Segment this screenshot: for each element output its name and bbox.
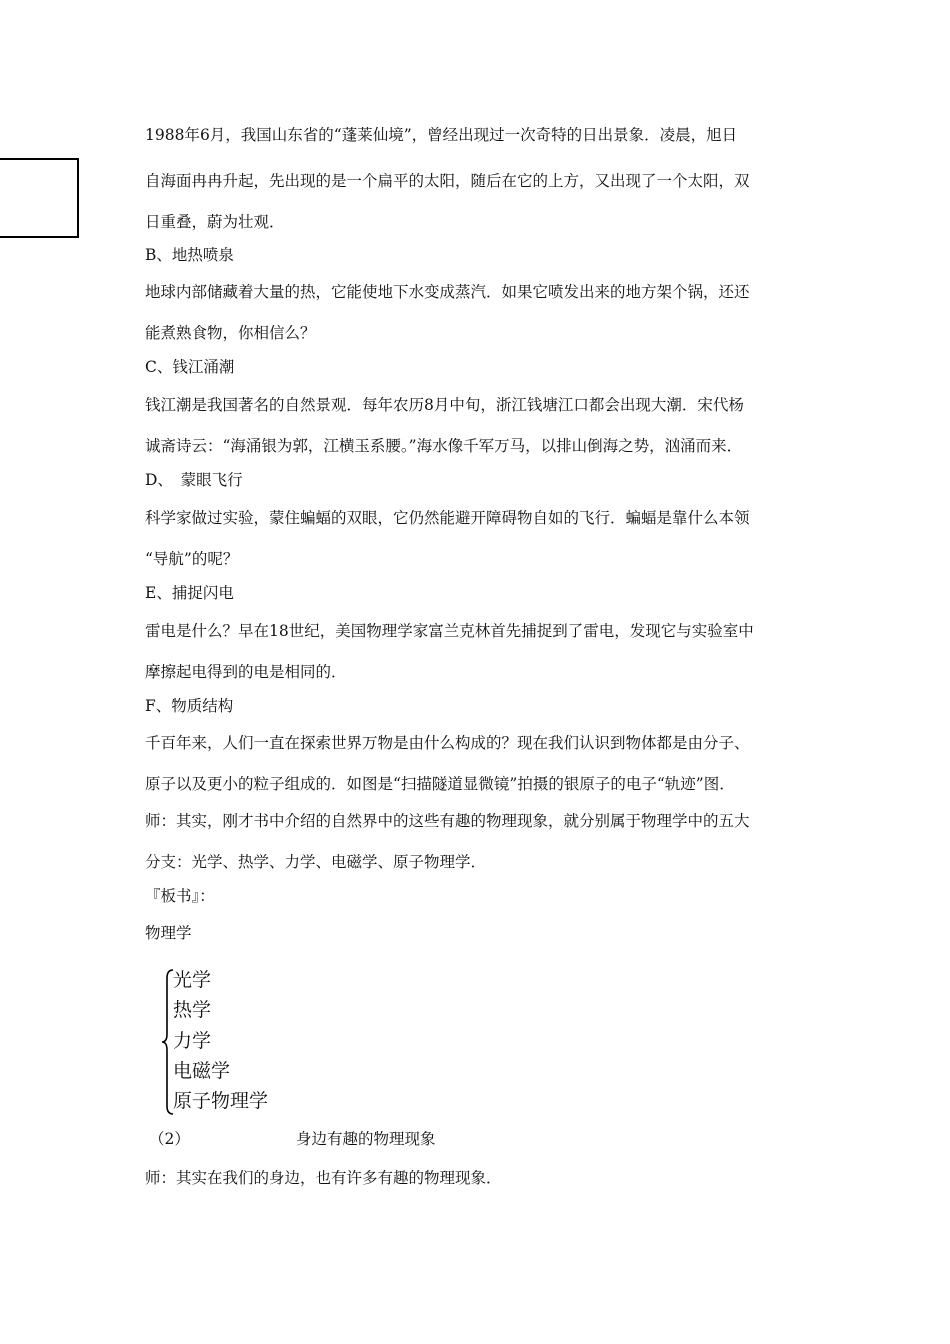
- text-line: 千百年来，人们一直在探索世界万物是由什么构成的？现在我们认识到物体都是由分子、: [145, 734, 750, 752]
- branch-item: 热学: [173, 999, 212, 1021]
- branch-item: 原子物理学: [173, 1090, 269, 1112]
- text-line: 地球内部储藏着大量的热，它能使地下水变成蒸汽．如果它喷发出来的地方架个锅，还还: [145, 283, 750, 301]
- section-heading: C、钱江涌潮: [145, 358, 235, 376]
- text-line: 摩擦起电得到的电是相同的．: [145, 663, 347, 681]
- margin-box: [0, 158, 79, 238]
- board-label: 『板书』：: [145, 887, 215, 905]
- text-line: 诚斋诗云：“海涌银为郭，江横玉系腰。”海水像千军万马，以排山倒海之势，汹涌而来．: [145, 437, 743, 455]
- section-heading: D、 蒙眼飞行: [145, 471, 243, 489]
- section-heading: E、捕捉闪电: [145, 584, 234, 602]
- section-heading: F、物质结构: [145, 697, 234, 715]
- text-line: 科学家做过实验，蒙住蝙蝠的双眼，它仍然能避开障碍物自如的飞行．蝙蝠是靠什么本领: [145, 509, 750, 527]
- text-line: 师：其实，刚才书中介绍的自然界中的这些有趣的物理现象，就分别属于物理学中的五大: [145, 812, 750, 830]
- text-line: 分支：光学、热学、力学、电磁学、原子物理学．: [145, 853, 487, 871]
- section-title: 身边有趣的物理现象: [296, 1130, 436, 1148]
- branch-diagram: [161, 968, 361, 1116]
- text-line: 日重叠，蔚为壮观．: [145, 213, 285, 231]
- text-line: 钱江潮是我国著名的自然景观．每年农历8月中旬，浙江钱塘江口都会出现大潮．宋代杨: [145, 396, 744, 414]
- branch-item: 力学: [173, 1030, 212, 1052]
- branch-item: 电磁学: [173, 1060, 231, 1082]
- text-line: 雷电是什么？早在18世纪，美国物理学家富兰克林首先捕捉到了雷电，发现它与实验室中: [145, 622, 754, 640]
- text-line: 能煮熟食物，你相信么？: [145, 324, 316, 342]
- text-line: 原子以及更小的粒子组成的．如图是“扫描隧道显微镜”拍摄的银原子的电子“轨迹”图．: [145, 775, 735, 793]
- text-line: 自海面冉冉升起，先出现的是一个扁平的太阳，随后在它的上方，又出现了一个太阳，双: [145, 172, 750, 190]
- board-title: 物理学: [145, 924, 192, 942]
- section-number: （2）: [149, 1130, 190, 1148]
- text-line: “导航”的呢？: [145, 550, 239, 568]
- section-heading: B、地热喷泉: [145, 246, 234, 264]
- text-line: 1988年6月，我国山东省的“蓬莱仙境”，曾经出现过一次奇特的日出景象．凌晨，旭日: [145, 126, 738, 144]
- text-line: 师：其实在我们的身边，也有许多有趣的物理现象．: [145, 1169, 502, 1187]
- branch-item: 光学: [173, 969, 212, 991]
